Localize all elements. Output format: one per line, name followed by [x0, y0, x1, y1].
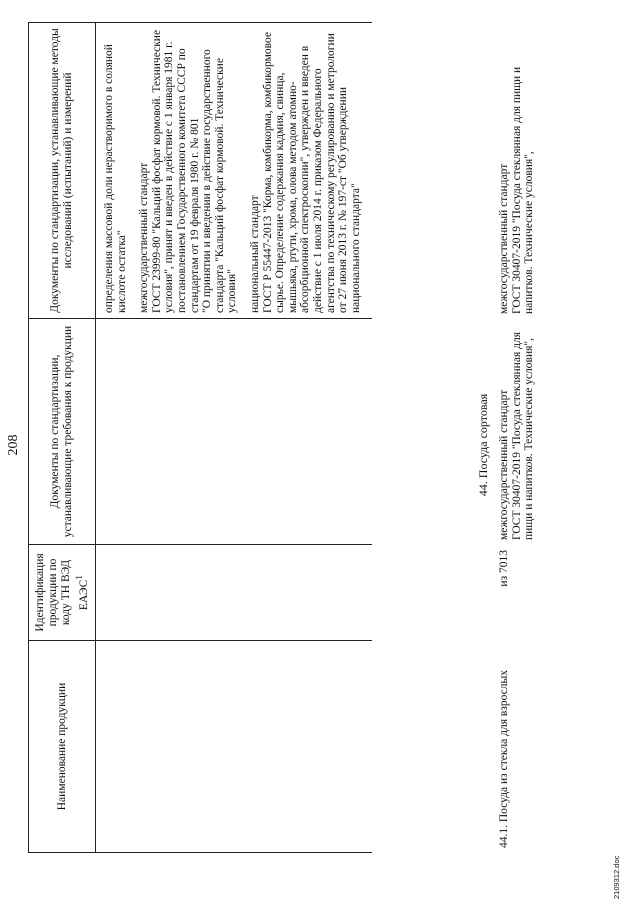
methods-text-block: межгосударственный стандарт ГОСТ 23999-80 "Кальций фосфат кормовой. Технические условия", принят и введен в действие с 1 января 1981 г. постановлением Государственного комитета СССР по стандартам от 19 февраля 1980 г. № 801 "О принятии и введении в действие государственного стандарта "Кальций фосфат кормовой. Технические условия": [138, 29, 239, 313]
cell-requirements-empty: [96, 319, 373, 545]
cell-code-empty: [96, 545, 373, 641]
header-requirements-docs: Документы по стандартизации, устанавливающие требования к продукции: [29, 319, 96, 545]
table-header-row: [29, 23, 96, 853]
header-tn-ved-code: [29, 545, 96, 641]
header-product-name: Наименование продукции: [29, 641, 96, 853]
table-row: [96, 23, 373, 853]
footnote-marker: 1: [73, 574, 85, 580]
product-name: 44.1. Посуда из стекла для взрослых: [498, 670, 510, 848]
methods-text-block: национальный стандарт ГОСТ Р 55447-2013 "Корма, комбикорма, комбикормовое сырье. Определение содержания кадмия, свинца, мышьяка, ртути, хрома, олова методом атомно-абсорбционной спектроскопии", утвержден и введен в действие с 1 июля 2014 г. приказом Федерального агентства по техническому регулированию и метрологии от 27 июня 2013 г. № 197-ст "Об утверждении национального стандарта": [248, 32, 362, 313]
requirements-doc: межгосударственный стандарт ГОСТ 30407-2019 "Посуда стеклянная для пищи и напитков. Технические условия",: [498, 332, 536, 540]
table-row: [498, 23, 598, 853]
header-methods-docs: Документы по стандартизации, устанавливающие методы исследований (испытаний) и измерений: [29, 23, 96, 319]
header-tn-ved-code-text: Идентификация продукции по коду ТН ВЭД ЕАЭС: [33, 553, 90, 632]
standards-table: [28, 22, 372, 853]
section-heading: 44. Посуда сортовая: [476, 393, 490, 497]
page-number: 208: [6, 434, 21, 456]
footer-file-name: 2109312.doc: [612, 855, 621, 899]
methods-text-block: определения массовой доли нерастворимого в соляной кислоте остатка": [103, 44, 128, 313]
tn-ved-code: из 7013: [498, 550, 510, 587]
cell-product-name-empty: [96, 641, 373, 853]
methods-doc: межгосударственный стандарт ГОСТ 30407-2019 "Посуда стеклянная для пищи и напитков. Технические условия",: [498, 66, 536, 314]
cell-methods-continuation: [96, 23, 373, 319]
